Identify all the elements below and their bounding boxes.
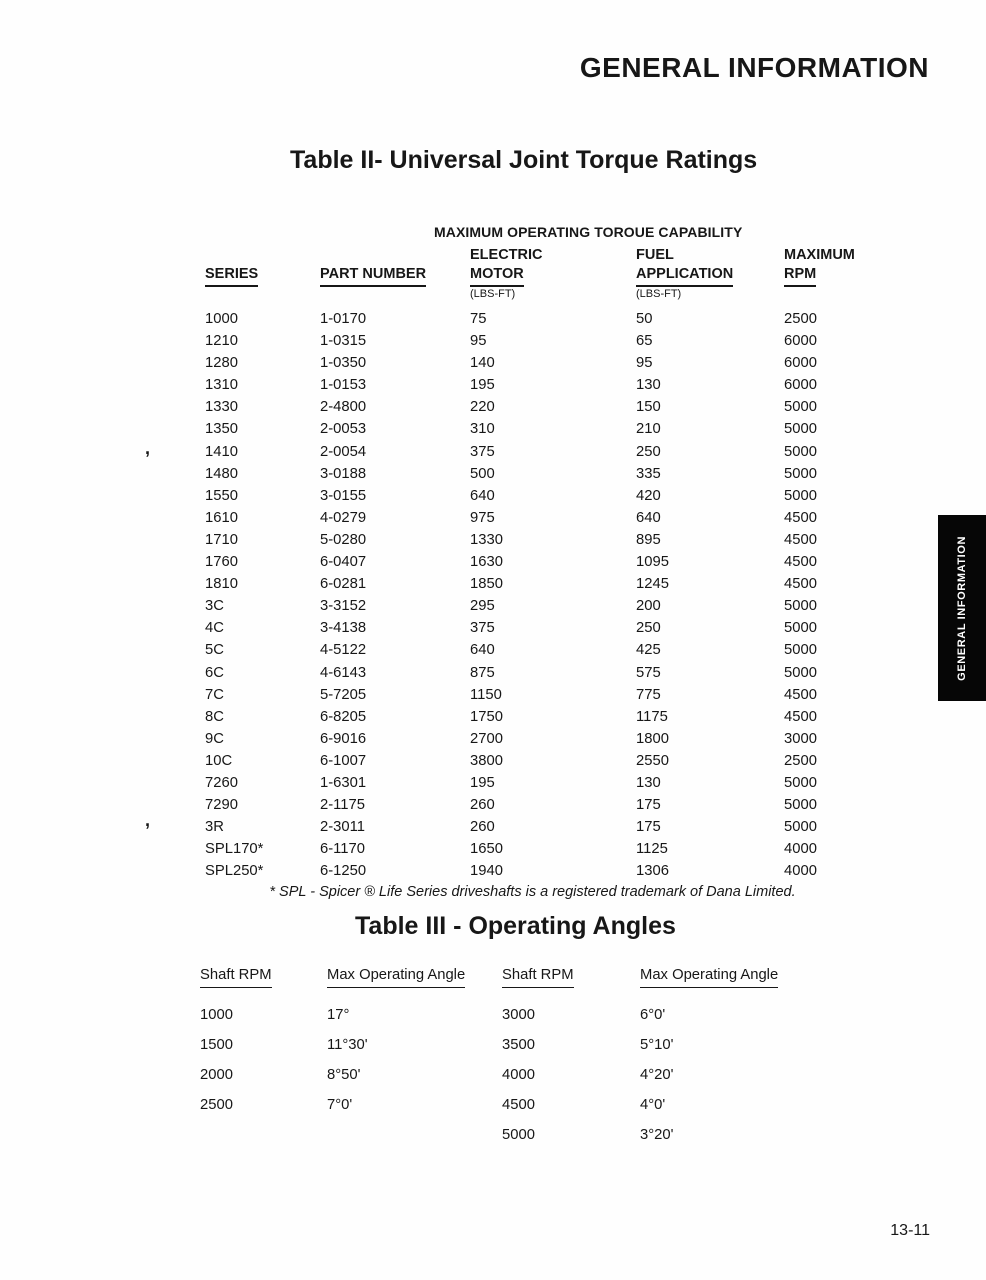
part-number-cell: 1-0350 bbox=[320, 355, 367, 372]
table-row bbox=[205, 573, 860, 595]
table-row bbox=[205, 772, 860, 794]
fuel-application-cell: 95 bbox=[636, 355, 653, 372]
part-number-cell: 4-0279 bbox=[320, 509, 367, 526]
fuel-application-cell: 2550 bbox=[636, 752, 669, 769]
table-row bbox=[205, 551, 860, 573]
fuel-application-cell: 425 bbox=[636, 642, 661, 659]
part-number-cell: 1-6301 bbox=[320, 774, 367, 791]
shaft-rpm-left-cell: 2000 bbox=[200, 1067, 233, 1083]
col-max-line2 bbox=[784, 265, 860, 287]
electric-motor-cell: 500 bbox=[470, 465, 495, 482]
col-max-angle-right-label: Max Operating Angle bbox=[640, 966, 778, 988]
fuel-application-cell: 1125 bbox=[636, 841, 668, 858]
max-rpm-cell: 6000 bbox=[784, 333, 817, 350]
max-angle-left-cell: 17° bbox=[327, 1007, 350, 1023]
max-rpm-cell: 5000 bbox=[784, 421, 817, 438]
fuel-application-cell: 175 bbox=[636, 797, 661, 814]
part-number-cell: 3-0155 bbox=[320, 487, 367, 504]
part-number-cell: 4-5122 bbox=[320, 642, 367, 659]
electric-motor-cell: 375 bbox=[470, 443, 495, 460]
electric-motor-cell: 375 bbox=[470, 620, 495, 637]
series-cell: 7290 bbox=[205, 797, 238, 814]
table-row bbox=[205, 463, 860, 485]
table-row bbox=[205, 595, 860, 617]
part-number-cell: 6-0407 bbox=[320, 554, 367, 571]
table-row bbox=[205, 507, 860, 529]
fuel-application-cell: 335 bbox=[636, 465, 661, 482]
shaft-rpm-right-cell: 4500 bbox=[502, 1097, 535, 1113]
table2 bbox=[205, 224, 860, 900]
table3 bbox=[200, 966, 782, 1150]
fuel-application-cell: 210 bbox=[636, 421, 661, 438]
series-cell: 1310 bbox=[205, 377, 238, 394]
table-row bbox=[205, 728, 860, 750]
table2-header-line1 bbox=[205, 246, 860, 265]
series-cell: 8C bbox=[205, 708, 224, 725]
max-angle-right-cell: 4°20' bbox=[640, 1067, 674, 1083]
col-electric-line2 bbox=[470, 265, 636, 287]
fuel-application-cell: 1245 bbox=[636, 576, 669, 593]
table-row bbox=[200, 1060, 782, 1090]
table3-title: Table III - Operating Angles bbox=[355, 912, 676, 940]
table2-header-line2 bbox=[205, 265, 860, 287]
electric-motor-cell: 975 bbox=[470, 509, 495, 526]
fuel-application-cell: 775 bbox=[636, 686, 661, 703]
series-cell: SPL250* bbox=[205, 863, 264, 880]
fuel-application-cell: 640 bbox=[636, 509, 661, 526]
fuel-application-cell: 1175 bbox=[636, 708, 668, 725]
part-number-cell: 4-6143 bbox=[320, 664, 367, 681]
col-shaft-rpm-right bbox=[502, 966, 640, 988]
part-number-cell: 2-1175 bbox=[320, 797, 365, 814]
max-rpm-cell: 2500 bbox=[784, 752, 817, 769]
col-series bbox=[205, 265, 320, 287]
table-row bbox=[205, 330, 860, 352]
part-number-cell: 2-0054 bbox=[320, 443, 367, 460]
electric-motor-cell: 220 bbox=[470, 399, 495, 416]
table-row bbox=[200, 1000, 782, 1030]
part-number-cell: 3-0188 bbox=[320, 465, 367, 482]
part-number-cell: 6-1007 bbox=[320, 752, 367, 769]
col-part-number bbox=[320, 265, 470, 287]
electric-motor-cell: 875 bbox=[470, 664, 495, 681]
max-angle-left-cell bbox=[327, 1120, 502, 1150]
table-row bbox=[205, 816, 860, 838]
series-cell: 1480 bbox=[205, 465, 238, 482]
electric-motor-cell: 95 bbox=[470, 333, 487, 350]
series-cell: 7260 bbox=[205, 774, 238, 791]
empty-cell bbox=[784, 287, 860, 302]
fuel-application-cell: 250 bbox=[636, 620, 661, 637]
electric-motor-cell: 3800 bbox=[470, 752, 503, 769]
series-cell: 7C bbox=[205, 686, 224, 703]
max-rpm-cell: 4000 bbox=[784, 841, 817, 858]
max-rpm-cell: 3000 bbox=[784, 730, 817, 747]
max-rpm-cell: 5000 bbox=[784, 774, 817, 791]
empty-cell bbox=[320, 246, 470, 265]
table-row bbox=[200, 1030, 782, 1060]
section-tab bbox=[938, 515, 986, 701]
max-rpm-cell: 6000 bbox=[784, 377, 817, 394]
col-max-angle-right bbox=[640, 966, 782, 988]
max-rpm-cell: 4500 bbox=[784, 686, 817, 703]
series-cell: 1550 bbox=[205, 487, 238, 504]
table-row bbox=[205, 396, 860, 418]
shaft-rpm-right-cell: 3000 bbox=[502, 1007, 535, 1023]
electric-motor-cell: 640 bbox=[470, 642, 495, 659]
fuel-units-label: (LBS-FT) bbox=[636, 288, 682, 300]
max-rpm-cell: 6000 bbox=[784, 355, 817, 372]
margin-mark: , bbox=[145, 438, 151, 458]
col-fuel-line1: FUEL bbox=[636, 247, 674, 263]
max-rpm-cell: 5000 bbox=[784, 465, 817, 482]
part-number-cell: 2-3011 bbox=[320, 819, 365, 836]
electric-motor-cell: 1850 bbox=[470, 576, 503, 593]
series-cell: 5C bbox=[205, 642, 224, 659]
electric-motor-cell: 310 bbox=[470, 421, 495, 438]
fuel-application-cell: 150 bbox=[636, 399, 661, 416]
fuel-application-cell: 420 bbox=[636, 487, 661, 504]
part-number-cell: 3-4138 bbox=[320, 620, 367, 637]
table-row bbox=[205, 684, 860, 706]
electric-motor-cell: 1150 bbox=[470, 686, 502, 703]
max-angle-right-cell: 6°0' bbox=[640, 1007, 666, 1023]
table-row bbox=[205, 617, 860, 639]
table3-header bbox=[200, 966, 782, 988]
series-cell: 1610 bbox=[205, 509, 238, 526]
part-number-cell: 1-0153 bbox=[320, 377, 367, 394]
part-number-cell: 6-0281 bbox=[320, 576, 367, 593]
series-cell: 1350 bbox=[205, 421, 238, 438]
page-number: 13-11 bbox=[890, 1222, 930, 1239]
table2-units-row bbox=[205, 287, 860, 302]
table-row bbox=[205, 662, 860, 684]
table2-caption: MAXIMUM OPERATING TOROUE CAPABILITY bbox=[434, 224, 743, 240]
fuel-application-cell: 1800 bbox=[636, 730, 669, 747]
max-rpm-cell: 5000 bbox=[784, 598, 817, 615]
fuel-application-cell: 1306 bbox=[636, 863, 669, 880]
fuel-application-cell: 130 bbox=[636, 774, 661, 791]
col-max-angle-left-label: Max Operating Angle bbox=[327, 966, 465, 988]
part-number-cell: 1-0170 bbox=[320, 311, 367, 327]
series-cell: 1710 bbox=[205, 531, 238, 548]
fuel-application-cell: 65 bbox=[636, 333, 653, 350]
table3-rows bbox=[200, 1000, 782, 1150]
table2-footnote: * SPL - Spicer ® Life Series driveshafts is a registered trademark of Dana Limited. bbox=[269, 884, 796, 901]
series-cell: 1280 bbox=[205, 355, 238, 372]
max-rpm-cell: 4500 bbox=[784, 531, 817, 548]
part-number-cell: 1-0315 bbox=[320, 333, 367, 350]
max-rpm-cell: 5000 bbox=[784, 443, 817, 460]
shaft-rpm-left-cell bbox=[200, 1120, 327, 1150]
col-max-angle-left bbox=[327, 966, 502, 988]
part-number-cell: 5-7205 bbox=[320, 686, 367, 703]
page-header-title: GENERAL INFORMATION bbox=[579, 52, 929, 83]
margin-mark: , bbox=[145, 810, 151, 830]
table-row bbox=[205, 706, 860, 728]
fuel-application-cell: 250 bbox=[636, 443, 661, 460]
fuel-application-cell: 575 bbox=[636, 664, 661, 681]
series-cell: 9C bbox=[205, 730, 224, 747]
max-rpm-cell: 4500 bbox=[784, 708, 817, 725]
empty-cell bbox=[205, 287, 320, 302]
table-row bbox=[205, 352, 860, 374]
series-cell: 3C bbox=[205, 598, 224, 615]
part-number-cell: 5-0280 bbox=[320, 531, 367, 548]
max-rpm-cell: 5000 bbox=[784, 797, 817, 814]
series-cell: 4C bbox=[205, 620, 224, 637]
fuel-application-cell: 895 bbox=[636, 531, 661, 548]
col-part-number-label: PART NUMBER bbox=[320, 265, 426, 287]
shaft-rpm-right-cell: 3500 bbox=[502, 1037, 535, 1053]
col-max-line1: MAXIMUM bbox=[784, 247, 855, 263]
max-rpm-cell: 4500 bbox=[784, 509, 817, 526]
table-row bbox=[205, 418, 860, 440]
max-angle-left-cell: 8°50' bbox=[327, 1067, 361, 1083]
series-cell: 6C bbox=[205, 664, 224, 681]
part-number-cell: 3-3152 bbox=[320, 598, 367, 615]
col-motor-label: MOTOR bbox=[470, 265, 524, 287]
shaft-rpm-right-cell: 4000 bbox=[502, 1067, 535, 1083]
table-row bbox=[205, 485, 860, 507]
max-rpm-cell: 5000 bbox=[784, 399, 817, 416]
fuel-application-cell: 175 bbox=[636, 819, 661, 836]
col-rpm-label: RPM bbox=[784, 265, 816, 287]
table-row bbox=[200, 1120, 782, 1150]
col-series-label: SERIES bbox=[205, 265, 258, 287]
part-number-cell: 6-1170 bbox=[320, 841, 365, 858]
electric-motor-cell: 1750 bbox=[470, 708, 503, 725]
max-rpm-cell: 5000 bbox=[784, 487, 817, 504]
col-electric-line1: ELECTRIC bbox=[470, 247, 543, 263]
max-rpm-cell: 2500 bbox=[784, 311, 817, 327]
col-shaft-rpm-right-label: Shaft RPM bbox=[502, 966, 574, 988]
table-row bbox=[205, 750, 860, 772]
series-cell: 1410 bbox=[205, 443, 238, 460]
series-cell: 10C bbox=[205, 752, 233, 769]
max-rpm-cell: 5000 bbox=[784, 620, 817, 637]
max-angle-left-cell: 7°0' bbox=[327, 1097, 353, 1113]
empty-cell bbox=[205, 246, 320, 265]
electric-motor-cell: 75 bbox=[470, 311, 487, 327]
col-shaft-rpm-left-label: Shaft RPM bbox=[200, 966, 272, 988]
table-row bbox=[205, 794, 860, 816]
fuel-application-cell: 200 bbox=[636, 598, 661, 615]
table-row bbox=[205, 374, 860, 396]
max-angle-left-cell: 11°30' bbox=[327, 1037, 368, 1053]
table-row bbox=[205, 441, 860, 463]
col-fuel-line2 bbox=[636, 265, 784, 287]
max-rpm-cell: 5000 bbox=[784, 819, 817, 836]
max-rpm-cell: 4500 bbox=[784, 576, 817, 593]
max-angle-right-cell: 3°20' bbox=[640, 1127, 674, 1143]
series-cell: 1000 bbox=[205, 311, 238, 327]
max-angle-right-cell: 5°10' bbox=[640, 1037, 674, 1053]
fuel-application-cell: 1095 bbox=[636, 554, 669, 571]
max-rpm-cell: 5000 bbox=[784, 642, 817, 659]
part-number-cell: 2-0053 bbox=[320, 421, 367, 438]
part-number-cell: 6-8205 bbox=[320, 708, 367, 725]
shaft-rpm-right-cell: 5000 bbox=[502, 1127, 535, 1143]
electric-motor-cell: 195 bbox=[470, 377, 495, 394]
max-rpm-cell: 4000 bbox=[784, 863, 817, 880]
fuel-application-cell: 130 bbox=[636, 377, 661, 394]
col-shaft-rpm-left bbox=[200, 966, 327, 988]
table-row bbox=[200, 1090, 782, 1120]
electric-motor-cell: 140 bbox=[470, 355, 495, 372]
shaft-rpm-left-cell: 2500 bbox=[200, 1097, 233, 1113]
electric-motor-cell: 260 bbox=[470, 819, 495, 836]
electric-units-label: (LBS-FT) bbox=[470, 288, 516, 300]
series-cell: 1760 bbox=[205, 554, 238, 571]
part-number-cell: 6-9016 bbox=[320, 730, 367, 747]
series-cell: 3R bbox=[205, 819, 224, 836]
table-row bbox=[205, 838, 860, 860]
table-row bbox=[205, 639, 860, 661]
table-row bbox=[205, 308, 860, 330]
fuel-application-cell: 50 bbox=[636, 311, 653, 327]
part-number-cell: 6-1250 bbox=[320, 863, 367, 880]
electric-motor-cell: 260 bbox=[470, 797, 495, 814]
col-application-label: APPLICATION bbox=[636, 265, 733, 287]
table2-rows bbox=[205, 308, 860, 882]
series-cell: 1330 bbox=[205, 399, 238, 416]
empty-cell bbox=[320, 287, 470, 302]
electric-motor-cell: 1940 bbox=[470, 863, 503, 880]
shaft-rpm-left-cell: 1500 bbox=[200, 1037, 233, 1053]
section-tab-label: GENERAL INFORMATION bbox=[956, 535, 968, 681]
table2-title: Table II- Universal Joint Torque Ratings bbox=[290, 146, 758, 174]
series-cell: 1210 bbox=[205, 333, 238, 350]
series-cell: 1810 bbox=[205, 576, 238, 593]
electric-motor-cell: 640 bbox=[470, 487, 495, 504]
table-row bbox=[205, 529, 860, 551]
electric-motor-cell: 1330 bbox=[470, 531, 503, 548]
max-rpm-cell: 4500 bbox=[784, 554, 817, 571]
series-cell: SPL170* bbox=[205, 841, 264, 858]
max-angle-right-cell: 4°0' bbox=[640, 1097, 666, 1113]
electric-motor-cell: 1650 bbox=[470, 841, 503, 858]
part-number-cell: 2-4800 bbox=[320, 399, 367, 416]
electric-motor-cell: 1630 bbox=[470, 554, 503, 571]
electric-motor-cell: 195 bbox=[470, 774, 495, 791]
max-rpm-cell: 5000 bbox=[784, 664, 817, 681]
shaft-rpm-left-cell: 1000 bbox=[200, 1007, 233, 1023]
electric-motor-cell: 295 bbox=[470, 598, 495, 615]
table-row bbox=[205, 860, 860, 882]
electric-motor-cell: 2700 bbox=[470, 730, 503, 747]
